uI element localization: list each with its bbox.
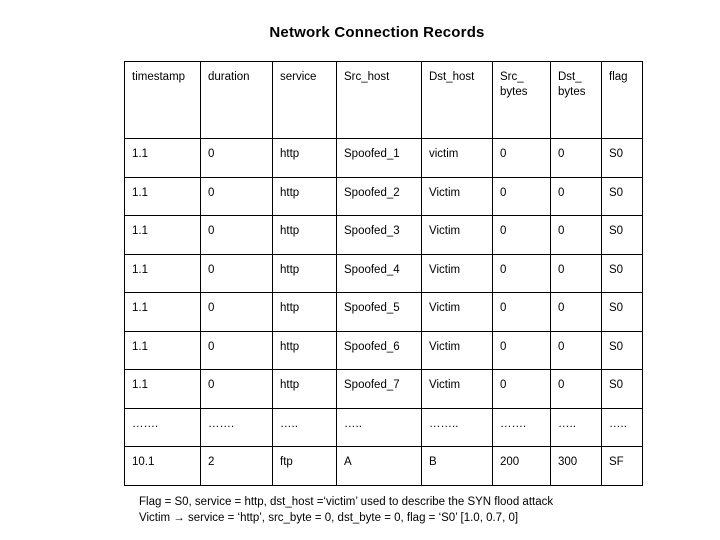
table-cell: S0	[602, 139, 643, 178]
column-header: timestamp	[125, 62, 201, 139]
table-cell: S0	[602, 216, 643, 255]
records-table	[124, 61, 643, 486]
table-cell: Spoofed_5	[337, 293, 422, 332]
table-cell: Spoofed_6	[337, 331, 422, 370]
table-cell: 0	[493, 293, 551, 332]
table-cell: 0	[201, 177, 273, 216]
table-cell: 0	[493, 370, 551, 409]
table-cell: Victim	[422, 177, 493, 216]
column-header: Src_host	[337, 62, 422, 139]
column-header: Dst_ bytes	[551, 62, 602, 139]
table-row	[125, 370, 643, 409]
table-cell: …..	[602, 408, 643, 447]
column-header: duration	[201, 62, 273, 139]
table-cell: http	[273, 331, 337, 370]
table-cell: ftp	[273, 447, 337, 486]
column-header: Dst_host	[422, 62, 493, 139]
table-row	[125, 447, 643, 486]
table-cell: http	[273, 254, 337, 293]
table-cell: 1.1	[125, 139, 201, 178]
table-row	[125, 408, 643, 447]
table-cell: S0	[602, 177, 643, 216]
table-cell: victim	[422, 139, 493, 178]
table-cell: 1.1	[125, 293, 201, 332]
table-cell: 0	[551, 216, 602, 255]
table-cell: 0	[551, 331, 602, 370]
table-cell: 10.1	[125, 447, 201, 486]
table-cell: 0	[551, 177, 602, 216]
table-cell: Victim	[422, 216, 493, 255]
column-header: service	[273, 62, 337, 139]
table-cell: Spoofed_7	[337, 370, 422, 409]
table-cell: Victim	[422, 293, 493, 332]
table-cell: …..	[273, 408, 337, 447]
table-cell: 0	[551, 139, 602, 178]
table-cell: Victim	[422, 254, 493, 293]
table-cell: S0	[602, 254, 643, 293]
table-cell: …..	[551, 408, 602, 447]
table-cell: 0	[201, 216, 273, 255]
table-row	[125, 293, 643, 332]
table-cell: Spoofed_3	[337, 216, 422, 255]
column-header: flag	[602, 62, 643, 139]
table-cell: Victim	[422, 331, 493, 370]
column-header: Src_ bytes	[493, 62, 551, 139]
table-cell: 0	[493, 139, 551, 178]
table-cell: 300	[551, 447, 602, 486]
table-cell: …….	[125, 408, 201, 447]
table-cell: 200	[493, 447, 551, 486]
table-cell: …….	[493, 408, 551, 447]
table-cell: ……..	[422, 408, 493, 447]
table-row	[125, 139, 643, 178]
table-body	[125, 139, 643, 486]
page-title: Network Connection Records	[269, 24, 485, 41]
table-cell: 0	[551, 293, 602, 332]
table-cell: 0	[493, 254, 551, 293]
table-cell: 0	[493, 216, 551, 255]
table-cell: 1.1	[125, 331, 201, 370]
table-cell: 0	[493, 331, 551, 370]
table-cell: A	[337, 447, 422, 486]
table-cell: B	[422, 447, 493, 486]
table-cell: 0	[551, 254, 602, 293]
table-cell: http	[273, 139, 337, 178]
table-cell: http	[273, 216, 337, 255]
table-cell: Spoofed_1	[337, 139, 422, 178]
table-cell: Spoofed_2	[337, 177, 422, 216]
table-cell: Victim	[422, 370, 493, 409]
table-cell: Spoofed_4	[337, 254, 422, 293]
table-cell: http	[273, 177, 337, 216]
table-cell: S0	[602, 293, 643, 332]
table-cell: 1.1	[125, 370, 201, 409]
footer-line-2: Victim → service = ‘http’, src_byte = 0, dst_byte = 0, flag = ‘S0’ [1.0, 0.7, 0]	[139, 512, 519, 524]
table-cell: http	[273, 370, 337, 409]
table-cell: …….	[201, 408, 273, 447]
table-row	[125, 331, 643, 370]
table-cell: SF	[602, 447, 643, 486]
table-cell: 0	[201, 331, 273, 370]
table-cell: 0	[201, 293, 273, 332]
table-row	[125, 216, 643, 255]
footer-note	[139, 494, 553, 526]
header-row	[125, 62, 643, 139]
table-cell: http	[273, 293, 337, 332]
table-cell: 0	[493, 177, 551, 216]
table-cell: 0	[551, 370, 602, 409]
table-cell: 0	[201, 139, 273, 178]
table-cell: 1.1	[125, 177, 201, 216]
table-row	[125, 254, 643, 293]
table-cell: 2	[201, 447, 273, 486]
footer-line-1: Flag = S0, service = http, dst_host =‘victim’ used to describe the SYN flood attack	[139, 496, 554, 508]
table-cell: 0	[201, 254, 273, 293]
table-cell: 1.1	[125, 254, 201, 293]
table-row	[125, 177, 643, 216]
table-cell: S0	[602, 370, 643, 409]
table-cell: 1.1	[125, 216, 201, 255]
table-cell: 0	[201, 370, 273, 409]
table-cell: …..	[337, 408, 422, 447]
table-cell: S0	[602, 331, 643, 370]
